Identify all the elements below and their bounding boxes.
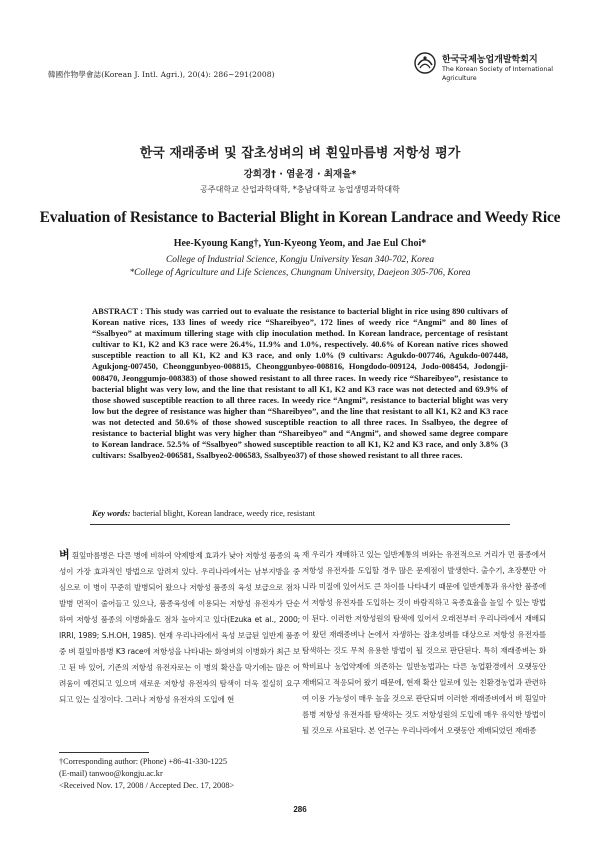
korean-title: 한국 재래종벼 및 잡초성벼의 벼 흰잎마름병 저항성 평가	[139, 146, 461, 161]
english-affiliations	[0, 254, 600, 279]
english-authors: Hee-Kyoung Kang†, Yun-Kyeong Yeom, and Jae Eul Choi*	[173, 238, 427, 249]
affiliation-1: College of Industrial Science, Kongju University Yesan 340-702, Korea	[165, 255, 435, 265]
abstract	[92, 306, 508, 461]
society-logo	[414, 50, 564, 94]
keywords-list: bacterial blight, Korean landrace, weedy rice, resistant	[130, 509, 316, 518]
page-number: 286	[293, 805, 307, 814]
footnote-corresponding: †Corresponding author: (Phone) +86-41-330-1225	[59, 757, 228, 766]
dropcap: 벼	[59, 548, 70, 561]
society-emblem-icon	[414, 52, 436, 74]
logo-korean-name: 한국국제농업개발학회지	[442, 55, 538, 65]
affiliation-2: *College of Agriculture and Life Sciences, Chungnam University, Daejeon 305-706, Korea	[129, 267, 471, 278]
logo-english-name-line1: The Korean Society of International	[442, 66, 553, 73]
body-text-left: 흰잎마름병은 다른 병에 비하여 약제방제 효과가 낮아 저항성 품종의 육성이 가장 효과적인 방법으로 알려져 있다. 우리나라에서는 남부지방을 중심으로 이 병이 꾸준히 발병되어 왔으나 저항성 품종의 육성 보급으로 점차 발병 면적이 줄어들고 있으나, 품종육성에 이용되는 저항성 유전자가 단순하여 저항성 품종의 이병화율도 점차 높아지고 있다(Ezuka et al., 2000; IRRI, 1989; S.H.OH, 1985). 현재 우리나라에서 육성 보급된 일반계 품종 중 벼 흰잎마름병 K3 race에 저항성을 나타내는 화영벼의 이병화가 최근 보고 된 바 있어, 기존의 저항성 유전자로는 이 병의 확산을 막기에는 많은 어려움이 예견되고 있으며 새로운 저항성 유전자의 탐색이 더욱 절실히 요구되고 있는 실정이다. 그러나 저항성 유전자의 도입에 현	[59, 551, 300, 704]
footnote-email: (E-mail) tanwoo@kongju.ac.kr	[59, 769, 163, 779]
korean-authors: 강희경† · 염윤경 · 최재을*	[243, 169, 357, 180]
keywords-label: Key words:	[92, 509, 131, 518]
body-column-left	[59, 547, 300, 708]
footnote-received: <Received Nov. 17, 2008 / Accepted Dec. 17, 2008>	[59, 781, 235, 791]
journal-reference: 韓國作物學會誌(Korean J. Intl. Agri.), 20(4): 286~291(2008)	[48, 70, 275, 79]
footnotes	[59, 756, 299, 793]
body-column-right	[302, 547, 546, 739]
korean-affiliation: 공주대학교 산업과학대학, *충남대학교 농업생명과학대학	[200, 185, 400, 194]
abstract-text: ABSTRACT : This study was carried out to evaluate the resistance to bacterial blight in rice using 890 cultivars of Korean native rices, 133 lines of weedy rice “Shareibyeo”, 172 lines of weedy rice “Angmi” and 80 lines of “Ssalbyeo” at maximum tillering stage with clip inoculation method. In Korean landrace, percentage of resistant cultivar to K1, K2 and K3 race were 26.4%, 11.9% and 1.0%, respectively. 40.6% of Korean native rices showed susceptible reaction to all K1, K2 and K3 race, and only 1.0% (9 cultivars: Agukdo-007746, Agukdo-007448, Agukjong-007450, Cheonggunbyeo-008815, Cheonggunbyeo-008816, Hongdodo-009124, Jodo-008454, Jodongji-008470, Jeonggumjo-008383) of those showed resistant to all three races. In weedy rice “Shareibyeo”, resistance to bacterial blight was very low, and the line that resistant to all K1, K2 and K3 race was not detected and 69.9% of those showed susceptible reaction to all three races. In weedy rice “Angmi”, resistance to bacterial blight was very low but the degree of resistance was higher than “Shareibyeo”, and the line that resistant to all K1, K2 and K3 race was not detected and 50.6% of those showed susceptible reaction to all three races. In Ssalbyeo, the degree of resistance to bacterial blight was very higher than “Shareibyeo” and “Angmi”, and showed same degree compare to Korean landrace. 52.5% of “Ssalbyeo” showed susceptible reaction to all K1, K2 and K3 race, and only 3.8% (3 cultivars: Ssalbyeo2-006581, Ssalbyeo2-006583, Ssalbyeo37) of those showed resistant to all three races.	[92, 306, 508, 461]
logo-english-name-line2: Agriculture	[442, 75, 477, 82]
keywords	[92, 509, 508, 518]
footnote-divider	[59, 752, 149, 753]
english-title: Evaluation of Resistance to Bacterial Blight in Korean Landrace and Weedy Rice	[39, 209, 561, 226]
body-text-right: 재 우리가 재배하고 있는 일반계통의 벼와는 유전적으로 거리가 먼 품종에서 저항성 유전자를 도입할 경우 많은 문제점이 발생한다. 출수기, 초장뿐만 아니라 미질에 있어서도 큰 차이를 나타내기 때문에 일반계통과 유사한 품종에서 저항성 유전자를 도입하는 것이 바람직하고 육종효율을 높일 수 있는 방법이 된다. 이러한 저항성원의 탐색에 있어서 오래전부터 우리나라에서 재배되어 왔던 재래종벼나 논에서 자생하는 잡초성벼를 대상으로 저항성 유전자를 탐색하는 것도 무척 유용한 방법이 될 것으로 판단된다. 특히 재래종벼는 화학비료나 농업약제에 의존하는 일반농법과는 다른 농업환경에서 오랫동안 재배되고 적응되어 왔기 때문에, 현재 확산 일로에 있는 친환경농업과 관련하여 이용 가능성이 매우 높을 것으로 판단되며 이러한 재래종벼에서 벼 흰잎마름병 저항성 유전자를 탐색하는 것도 저항성원의 도입에 매우 유익한 방법이 될 것으로 사료된다. 본 연구는 우리나라에서 오랫동안 재배되었던 재래종	[302, 550, 546, 735]
section-divider	[90, 524, 510, 525]
